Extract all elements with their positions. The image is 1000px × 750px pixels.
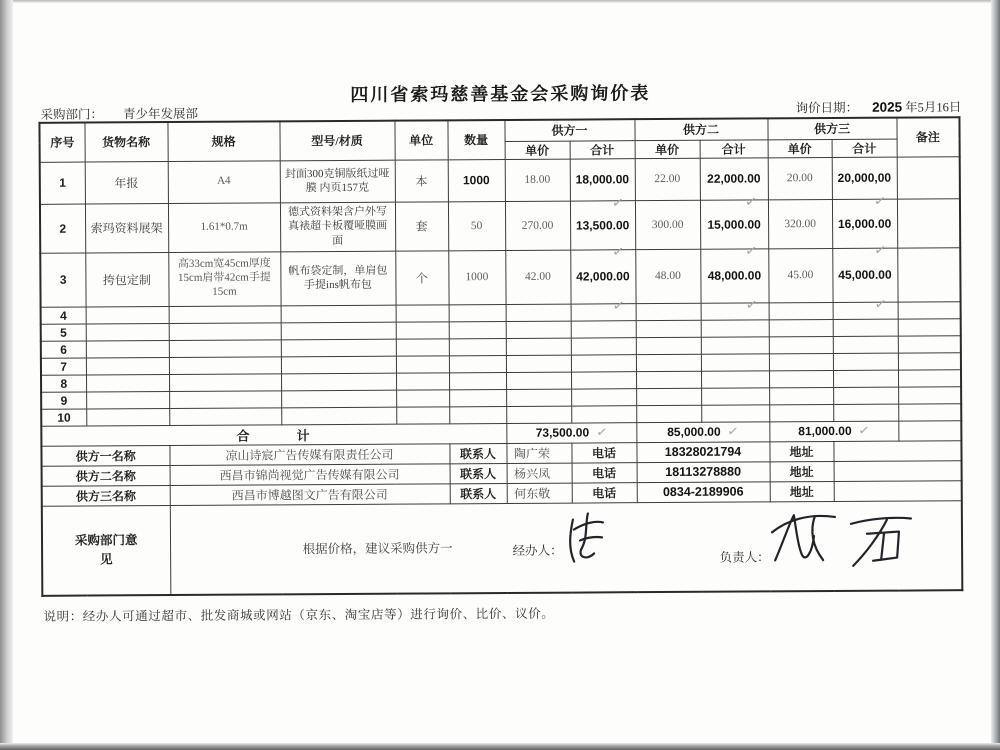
supplier2-address xyxy=(834,460,962,481)
empty-cell xyxy=(701,336,769,353)
goods-model: 封面300克铜版纸过哑膜 内页157克 xyxy=(280,160,395,203)
row-number: 10 xyxy=(41,409,86,426)
item-row-3 xyxy=(40,247,960,307)
empty-cell xyxy=(898,403,961,420)
empty-cell xyxy=(449,406,506,423)
check-icon: ✓ xyxy=(857,422,871,439)
empty-cell xyxy=(86,374,169,392)
goods-model: 帆布袋定制，单肩包手提ins帆布包 xyxy=(280,251,395,306)
supplier1-total xyxy=(570,249,635,315)
supplier3-price: 45.00 xyxy=(768,248,832,302)
empty-cell xyxy=(169,339,281,357)
empty-cell xyxy=(769,336,833,353)
row-number: 2 xyxy=(40,204,85,253)
address-label: 地址 xyxy=(769,441,833,461)
empty-cell xyxy=(396,389,449,406)
purchase-dept-label: 采购部门： xyxy=(40,107,103,122)
empty-cell xyxy=(506,338,571,355)
row-number: 6 xyxy=(41,341,86,358)
check-icon: ✓ xyxy=(873,295,888,313)
paper-sheet xyxy=(13,3,991,743)
empty-cell xyxy=(636,354,701,371)
handler-label: 经办人： xyxy=(512,543,563,558)
goods-name: 挎包定制 xyxy=(85,252,168,307)
supplier3-contact: 何东敬 xyxy=(507,483,572,503)
empty-cell xyxy=(769,387,833,404)
empty-cell xyxy=(449,389,506,406)
row-number: 1 xyxy=(40,162,85,204)
empty-cell xyxy=(506,406,571,423)
supplier1-contact: 陶广荣 xyxy=(506,443,571,463)
form-title: 四川省索玛慈善基金会采购询价表 xyxy=(350,83,651,105)
total-value: 22,000.00 xyxy=(707,171,761,186)
supplier3-total xyxy=(832,199,897,259)
address-label: 地址 xyxy=(770,461,834,481)
row-number: 9 xyxy=(41,392,86,409)
col-header-price-1: 单价 xyxy=(505,141,570,159)
col-header-total-1: 合计 xyxy=(570,140,635,158)
empty-cell xyxy=(571,388,636,405)
supplier3-phone: 0834-2189906 xyxy=(637,481,770,502)
col-header-unit: 单位 xyxy=(394,120,447,159)
col-header-price-3: 单价 xyxy=(768,139,832,157)
empty-cell xyxy=(86,357,169,375)
empty-cell xyxy=(898,335,961,352)
empty-cell xyxy=(769,404,833,421)
row-number: 3 xyxy=(40,253,85,307)
total-value: 45,000.00 xyxy=(838,267,892,282)
empty-cell xyxy=(636,371,701,388)
supplier2-total xyxy=(700,248,768,314)
empty-cell xyxy=(281,390,396,408)
empty-cell xyxy=(833,404,898,421)
empty-cell xyxy=(571,405,636,422)
empty-cell xyxy=(396,406,449,423)
supplier3-sum xyxy=(769,421,898,442)
empty-cell xyxy=(636,303,701,320)
inquiry-date-rest: 年5月16日 xyxy=(905,100,962,115)
empty-cell xyxy=(86,323,169,341)
supplier3-price: 20.00 xyxy=(768,157,832,199)
supplier2-total xyxy=(700,199,768,260)
empty-cell xyxy=(506,355,571,372)
phone-label: 电话 xyxy=(572,462,637,482)
supplier3-name-label: 供方三名称 xyxy=(42,485,170,506)
sum-label: 合 计 xyxy=(41,423,506,446)
empty-cell xyxy=(506,389,571,406)
total-value: 15,000.00 xyxy=(707,216,761,232)
row-number: 5 xyxy=(41,324,86,341)
empty-cell xyxy=(281,305,396,323)
goods-name: 年报 xyxy=(85,161,168,204)
empty-cell xyxy=(281,373,396,391)
supplier1-company: 凉山诗宸广告传媒有限责任公司 xyxy=(169,443,449,465)
remark-cell xyxy=(897,247,960,301)
col-header-price-2: 单价 xyxy=(635,140,700,158)
empty-cell xyxy=(769,319,833,336)
col-header-remark: 备注 xyxy=(896,117,959,156)
supplier1-total xyxy=(570,158,635,212)
total-value: 18,000.00 xyxy=(575,172,630,187)
col-header-name: 货物名称 xyxy=(84,122,167,162)
empty-cell xyxy=(571,303,636,320)
total-value: 20,000,00 xyxy=(837,170,892,185)
check-icon: ✓ xyxy=(726,423,740,440)
empty-cell xyxy=(701,404,769,421)
empty-cell xyxy=(86,306,169,324)
supplier2-name-label: 供方二名称 xyxy=(42,465,170,486)
goods-qty: 50 xyxy=(448,201,505,250)
empty-cell xyxy=(396,304,449,321)
empty-cell xyxy=(833,387,898,404)
empty-cell xyxy=(833,370,898,387)
supplier2-phone: 18113278880 xyxy=(637,461,770,482)
col-header-no: 序号 xyxy=(39,123,84,162)
check-icon: ✓ xyxy=(610,194,625,212)
goods-spec: A4 xyxy=(168,160,280,203)
remark-cell xyxy=(897,198,960,247)
supplier2-total xyxy=(700,157,768,211)
empty-cell xyxy=(898,369,961,386)
sum-value: 85,000.00 xyxy=(667,424,721,439)
empty-cell xyxy=(449,355,506,372)
empty-cell xyxy=(571,320,636,337)
row-number: 8 xyxy=(41,375,86,392)
supplier1-total xyxy=(570,200,635,261)
goods-spec: 高33cm宽45cm厚度15cm肩带42cm手提15cm xyxy=(168,251,280,306)
empty-cell xyxy=(449,338,506,355)
supplier3-address xyxy=(834,480,962,501)
goods-unit: 套 xyxy=(395,201,448,250)
empty-cell xyxy=(396,355,449,372)
empty-cell xyxy=(898,301,961,318)
row-number: 4 xyxy=(41,307,86,324)
purchase-dept-field xyxy=(40,104,198,123)
inquiry-date-year: 2025 xyxy=(872,99,903,115)
empty-cell xyxy=(571,354,636,371)
empty-cell xyxy=(281,407,396,425)
empty-cell xyxy=(769,370,833,387)
address-label: 地址 xyxy=(770,481,834,501)
supplier2-company: 西昌市锦尚视觉广告传媒有限公司 xyxy=(170,463,450,485)
inquiry-date-field xyxy=(795,97,961,116)
sum-value: 73,500.00 xyxy=(535,424,590,440)
supplier2-contact: 杨兴凤 xyxy=(507,463,572,483)
contact-label: 联系人 xyxy=(450,483,507,503)
empty-cell xyxy=(281,339,396,357)
empty-cell xyxy=(86,408,169,426)
check-icon: ✓ xyxy=(595,424,608,441)
supplier1-price: 270.00 xyxy=(505,201,570,250)
purchase-dept-value: 青少年发展部 xyxy=(122,106,198,122)
empty-cell xyxy=(833,302,898,319)
row-number: 7 xyxy=(41,358,86,375)
sum-value: 81,000.00 xyxy=(798,423,852,438)
inquiry-date-label: 询价日期： xyxy=(795,100,859,116)
phone-label: 电话 xyxy=(572,482,637,502)
empty-cell xyxy=(396,321,449,338)
empty-cell xyxy=(169,407,281,425)
empty-cell xyxy=(898,318,961,335)
goods-model: 德式资料架含户外写真裱超卡板覆哑膜画面 xyxy=(280,202,395,252)
supplier2-sum xyxy=(636,421,769,442)
empty-cell xyxy=(701,302,769,319)
supplier1-address xyxy=(833,440,961,461)
empty-cell xyxy=(701,387,769,404)
footnote: 说明：经办人可通过超市、批发商城或网站（京东、淘宝店等）进行询价、比价、议价。 xyxy=(43,606,555,624)
item-row-1 xyxy=(40,156,960,204)
manager-signature-2 xyxy=(846,509,916,571)
manager-signature-1 xyxy=(768,507,838,569)
inquiry-table xyxy=(38,116,963,597)
check-icon: ✓ xyxy=(872,192,887,210)
supplier3-company: 西昌市博越图文广告有限公司 xyxy=(170,483,450,505)
check-icon: ✓ xyxy=(744,242,758,260)
empty-cell xyxy=(281,322,396,340)
supplier2-price: 300.00 xyxy=(635,200,700,249)
manager-label: 负责人： xyxy=(719,549,770,565)
empty-cell xyxy=(506,304,571,321)
goods-name: 索玛资料展架 xyxy=(85,203,168,253)
empty-cell xyxy=(833,336,898,353)
supplier2-price: 22.00 xyxy=(635,158,700,200)
col-header-qty: 数量 xyxy=(447,120,504,159)
opinion-suggestion: 根据价格，建议采购供方一 xyxy=(302,540,453,556)
col-header-supplier3: 供方三 xyxy=(767,118,896,140)
opinion-row xyxy=(42,500,963,596)
check-icon: ✓ xyxy=(611,243,625,261)
empty-cell xyxy=(636,337,701,354)
empty-cell xyxy=(769,353,833,370)
contact-label: 联系人 xyxy=(450,463,507,483)
check-icon: ✓ xyxy=(744,296,759,314)
empty-cell xyxy=(769,302,833,319)
total-value: 42,000.00 xyxy=(576,269,630,284)
empty-cell xyxy=(449,372,506,389)
empty-cell xyxy=(701,319,769,336)
empty-cell xyxy=(396,338,449,355)
opinion-label xyxy=(42,505,171,596)
item-row-2 xyxy=(40,198,960,253)
empty-cell xyxy=(571,337,636,354)
empty-cell xyxy=(281,356,396,374)
check-icon: ✓ xyxy=(873,241,887,259)
opinion-label-text: 采购部门意见 xyxy=(74,533,138,567)
supplier1-sum xyxy=(506,422,636,443)
goods-spec: 1.61*0.7m xyxy=(168,202,280,252)
empty-cell xyxy=(449,321,506,338)
supplier3-total xyxy=(832,157,897,210)
col-header-supplier1: 供方一 xyxy=(504,119,634,141)
empty-cell xyxy=(396,372,449,389)
handler-signature xyxy=(556,507,608,569)
empty-cell xyxy=(833,319,898,336)
supplier1-phone: 18328021794 xyxy=(636,441,769,462)
supplier2-price: 48.00 xyxy=(635,249,700,303)
form-content xyxy=(11,0,994,746)
total-value: 13,500.00 xyxy=(575,217,630,233)
check-icon: ✓ xyxy=(743,193,758,211)
phone-label: 电话 xyxy=(571,442,636,462)
goods-unit: 本 xyxy=(395,159,448,201)
empty-cell xyxy=(898,386,961,403)
goods-qty: 1000 xyxy=(448,250,505,304)
remark-cell xyxy=(897,156,960,198)
supplier1-price: 18.00 xyxy=(505,159,570,201)
empty-cell xyxy=(898,420,961,440)
col-header-total-3: 合计 xyxy=(832,139,897,157)
col-header-total-2: 合计 xyxy=(700,139,768,157)
goods-unit: 个 xyxy=(395,250,448,304)
check-icon: ✓ xyxy=(611,297,626,315)
empty-cell xyxy=(169,373,281,391)
empty-cell xyxy=(506,372,571,389)
empty-cell xyxy=(701,353,769,370)
empty-cell xyxy=(169,322,281,340)
empty-cell xyxy=(169,305,281,323)
contact-label: 联系人 xyxy=(449,443,506,463)
empty-cell xyxy=(701,370,769,387)
empty-cell xyxy=(169,356,281,374)
opinion-cell xyxy=(170,500,963,595)
supplier3-total xyxy=(832,248,897,313)
empty-cell xyxy=(86,340,169,358)
total-value: 16,000.00 xyxy=(837,216,892,231)
supplier1-name-label: 供方一名称 xyxy=(41,445,169,466)
empty-cell xyxy=(506,321,571,338)
empty-cell xyxy=(898,352,961,369)
empty-cell xyxy=(636,405,701,422)
supplier1-price: 42.00 xyxy=(505,250,570,304)
empty-cell xyxy=(636,320,701,337)
empty-cell xyxy=(169,390,281,408)
empty-cell xyxy=(571,371,636,388)
empty-cell xyxy=(449,304,506,321)
empty-cell xyxy=(636,388,701,405)
col-header-supplier2: 供方二 xyxy=(634,118,767,140)
total-value: 48,000.00 xyxy=(707,268,762,283)
col-header-model: 型号/材质 xyxy=(279,121,394,161)
empty-cell xyxy=(833,353,898,370)
goods-qty: 1000 xyxy=(448,159,505,201)
empty-cell xyxy=(86,391,169,409)
supplier3-price: 320.00 xyxy=(768,199,832,248)
col-header-spec: 规格 xyxy=(167,121,279,161)
